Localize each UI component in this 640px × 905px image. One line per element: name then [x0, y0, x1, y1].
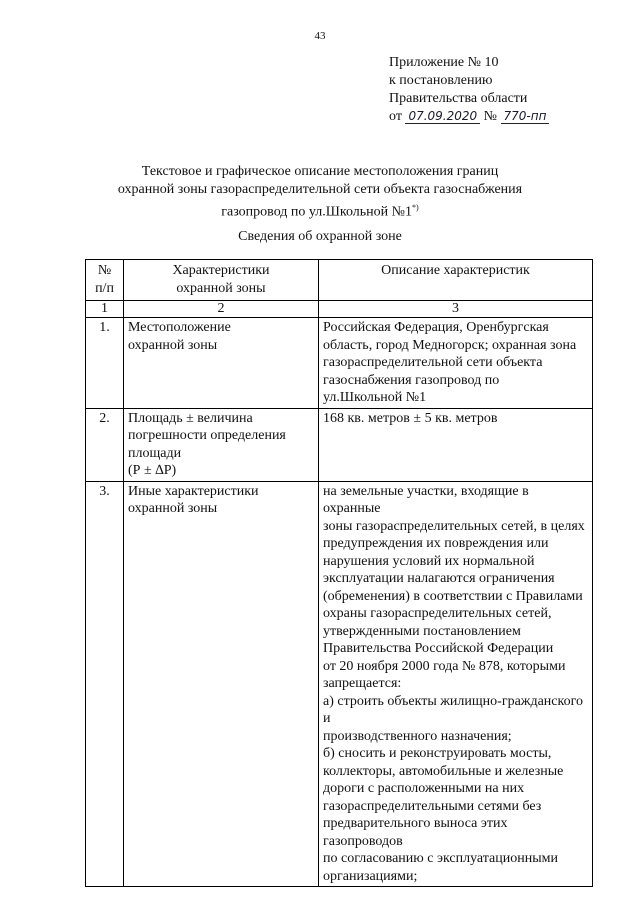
- handwritten-number: 770-пп: [501, 109, 550, 124]
- header-description: Описание характеристик: [319, 260, 593, 301]
- row-characteristic: Иные характеристики охранной зоны: [124, 481, 319, 887]
- row-characteristic: Площадь ± величина погрешности определения площади (Р ± ∆Р): [124, 408, 319, 481]
- table-row: [86, 318, 593, 409]
- row-number: 3.: [86, 481, 124, 887]
- appendix-ref: к постановлению: [389, 73, 493, 88]
- title-line-2: охранной зоны газораспределительной сети объекта газоснабжения: [117, 182, 523, 197]
- row-number: 1.: [86, 318, 124, 409]
- title-line-3: [80, 199, 560, 222]
- document-title: [80, 163, 560, 222]
- column-number-2: 2: [124, 301, 319, 318]
- appendix-date-line: [389, 108, 549, 126]
- header-characteristic: Характеристики охранной зоны: [124, 260, 319, 301]
- row-number: 2.: [86, 408, 124, 481]
- date-prefix: от: [389, 109, 402, 124]
- column-number-row: [86, 301, 593, 318]
- appendix-authority: Правительства области: [389, 91, 528, 106]
- page-number: 43: [314, 30, 326, 42]
- section-subtitle: Сведения об охранной зоне: [238, 229, 402, 244]
- table-row: [86, 408, 593, 481]
- appendix-block: [389, 54, 549, 126]
- table-row: [86, 481, 593, 887]
- row-description: 168 кв. метров ± 5 кв. метров: [319, 408, 593, 481]
- number-prefix: №: [483, 109, 498, 124]
- handwritten-date: 07.09.2020: [405, 109, 480, 124]
- row-characteristic: Местоположение охранной зоны: [124, 318, 319, 409]
- header-number: № п/п: [86, 260, 124, 301]
- footnote-mark: *): [412, 203, 419, 212]
- title-line-1: Текстовое и графическое описание местоположения границ: [141, 164, 499, 179]
- title-line-3-text: газопровод по ул.Школьной №1: [221, 204, 413, 220]
- row-description: Российская Федерация, Оренбургская область, город Медногорск; охранная зона газораспределительной сети объекта газоснабжения газопровод по ул.Школьной №1: [319, 318, 593, 409]
- appendix-title: Приложение № 10: [389, 55, 499, 70]
- column-number-3: 3: [319, 301, 593, 318]
- column-number-1: 1: [86, 301, 124, 318]
- table-header-row: [86, 260, 593, 301]
- row-description: на земельные участки, входящие в охранные зоны газораспределительных сетей, в целях предупреждения их повреждения или нарушения условий их нормальной эксплуатации налагаются ограничения (обременения) в соответствии с Правилами охраны газораспределительных сетей, утвержденными постановлением Правительства Российской Федерации от 20 ноября 2000 года № 878, которыми запрещается: а) строить объекты жилищно-гражданского и производственного назначения; б) сносить и реконструировать мосты, коллекторы, автомобильные и железные дороги с расположенными на них газораспределительными сетями без предварительного выноса этих газопроводов по согласованию с эксплуатационными организациями;: [319, 481, 593, 887]
- protection-zone-table: [85, 259, 593, 887]
